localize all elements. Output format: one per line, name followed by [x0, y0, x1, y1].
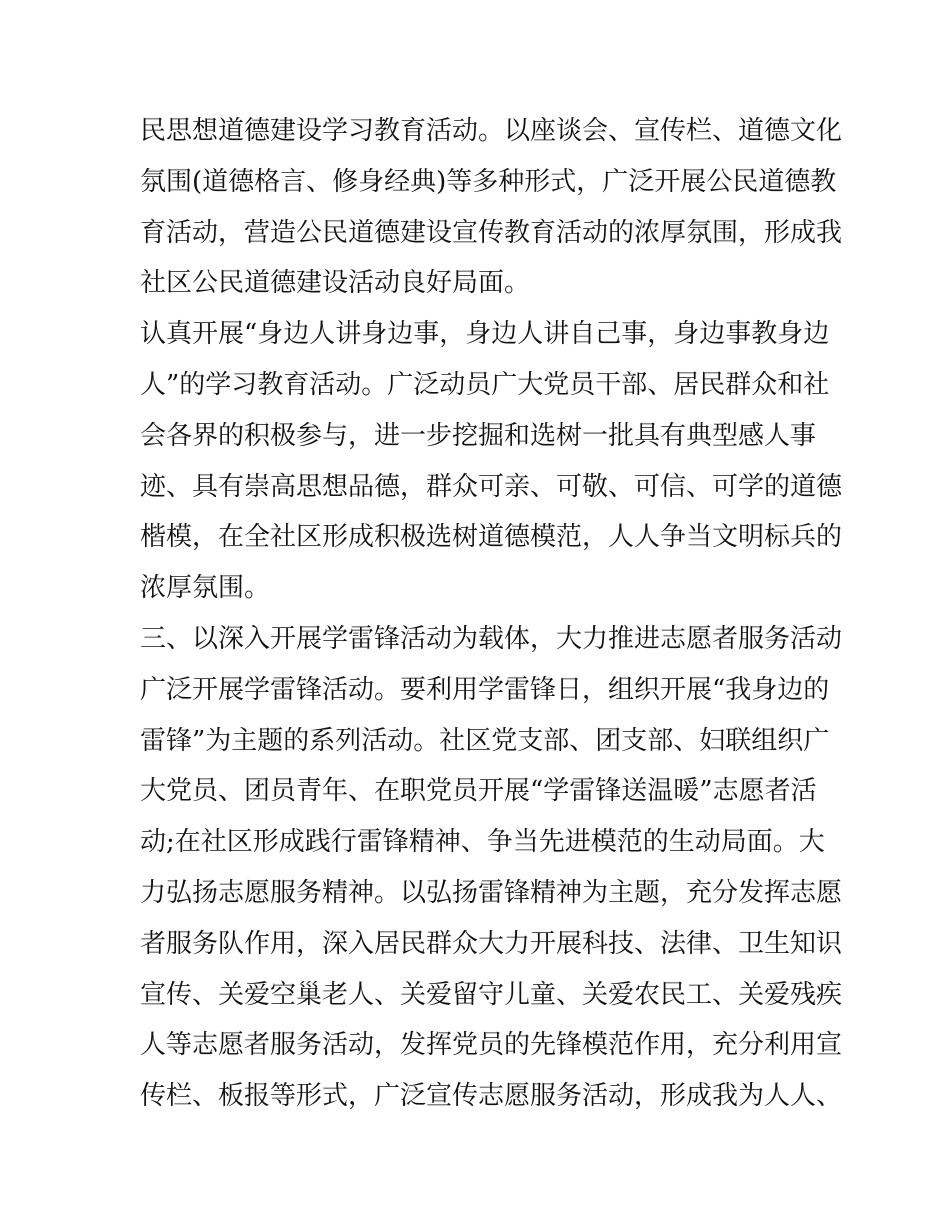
text-line: 广泛开展学雷锋活动。要利用学雷锋日，组织开展“我身边的 [140, 674, 830, 705]
text-line: 浓厚氛围。 [140, 573, 271, 604]
text-line: 氛围(道德格言、修身经典)等多种形式，广泛开展公民道德教 [140, 166, 837, 197]
section-heading: 三、以深入开展学雷锋活动为载体，大力推进志愿者服务活动 [140, 623, 843, 654]
text-line: 传栏、板报等形式，广泛宣传志愿服务活动，形成我为人人、 [140, 1081, 843, 1112]
text-line: 民思想道德建设学习教育活动。以座谈会、宣传栏、道德文化 [140, 116, 843, 146]
text-line: 力弘扬志愿服务精神。以弘扬雷锋精神为主题，充分发挥志愿 [140, 877, 843, 908]
text-line: 育活动，营造公民道德建设宣传教育活动的浓厚氛围，形成我 [140, 217, 843, 248]
text-line: 人”的学习教育活动。广泛动员广大党员干部、居民群众和社 [140, 369, 830, 400]
body-text [140, 106, 843, 1122]
text-line: 大党员、团员青年、在职党员开展“学雷锋送温暖”志愿者活 [140, 776, 817, 807]
text-line: 雷锋”为主题的系列活动。社区党支部、团支部、妇联组织广 [140, 725, 830, 756]
text-line: 认真开展“身边人讲身边事，身边人讲自己事，身边事教身边 [140, 319, 830, 350]
text-line: 会各界的积极参与，进一步挖掘和选树一批具有典型感人事 [140, 420, 817, 451]
text-line: 宣传、关爱空巢老人、关爱留守儿童、关爱农民工、关爱残疾 [140, 979, 843, 1010]
text-line: 社区公民道德建设活动良好局面。 [140, 268, 531, 299]
text-line: 者服务队作用，深入居民群众大力开展科技、法律、卫生知识 [140, 928, 843, 959]
text-line: 动;在社区形成践行雷锋精神、争当先进模范的生动局面。大 [140, 827, 825, 858]
text-line: 迹、具有崇高思想品德，群众可亲、可敬、可信、可学的道德 [140, 471, 843, 502]
text-line: 人等志愿者服务活动，发挥党员的先锋模范作用，充分利用宣 [140, 1030, 843, 1061]
text-line: 楷模，在全社区形成积极选树道德模范，人人争当文明标兵的 [140, 522, 843, 553]
